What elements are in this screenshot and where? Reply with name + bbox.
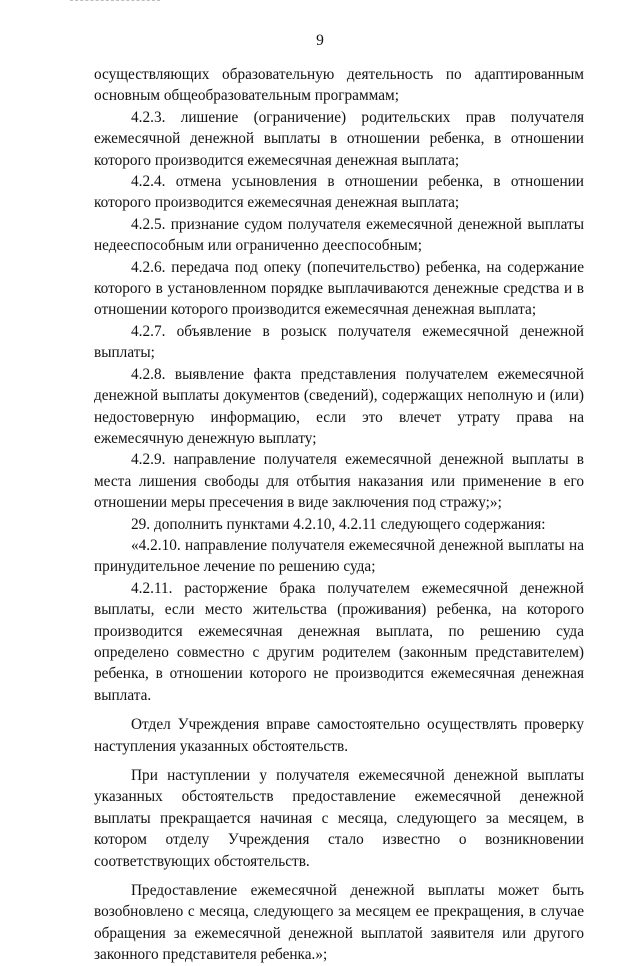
document-body [94,64,584,966]
paragraph-4-2-8: 4.2.8. выявление факта представления получателем ежемесячной денежной выплаты документов (сведений), содержащих неполную и (или) недостоверную информацию, если это влечет утрату права на ежемесячную денежную выплату; [94,365,584,447]
paragraph-4-2-10: «4.2.10. направление получателя ежемесячной денежной выплаты на принудительное лечение по решению суда; [94,536,584,576]
paragraph-item-29: 29. дополнить пунктами 4.2.10, 4.2.11 следующего содержания: [131,515,546,533]
paragraph-4-2-7: 4.2.7. объявление в розыск получателя ежемесячной денежной выплаты; [94,322,584,362]
page-number: 9 [316,32,324,49]
paragraph-4-2-4: 4.2.4. отмена усыновления в отношении ребенка, в отношении которого производится ежемесячная денежная выплата; [94,173,584,212]
paragraph-4-2-6: 4.2.6. передача под опеку (попечительство) ребенка, на содержание которого в установленном порядке выплачиваются денежные средства и в отношении которого производится ежемесячная денежная выплата; [94,258,584,319]
paragraph-resumption: Предоставление ежемесячной денежной выплаты может быть возобновлено с месяца, следующего за месяцем ее прекращения, в случае обращения за ежемесячной денежной выплатой заявителя или другого законного представителя ребенка.»; [94,882,584,964]
paragraph-continuation: осуществляющих образовательную деятельность по адаптированным основным общеобразовательным программам; [94,66,584,105]
paragraph-4-2-9: 4.2.9. направление получателя ежемесячной денежной выплаты в места лишения свободы для отбытия наказания или применение в его отношении меры пресечения в виде заключения под стражу;»; [94,451,584,512]
paragraph-termination: При наступлении у получателя ежемесячной денежной выплаты указанных обстоятельств предоставление ежемесячной денежной выплаты прекращается начиная с месяца, следующего за месяцем, в котором отделу Учреждения стало известно о возникновении соответствующих обстоятельств. [94,767,584,870]
paragraph-4-2-11: 4.2.11. расторжение брака получателем ежемесячной денежной выплаты, если место жительства (проживания) ребенка, на которого производится ежемесячная денежная выплата, по решению суда определено совместно с другим родителем (законным представителем) ребенка, в отношении которого не производится ежемесячная денежная выплата. [94,579,584,704]
paragraph-4-2-5: 4.2.5. признание судом получателя ежемесячной денежной выплаты недееспособным или ограниченно дееспособным; [94,215,584,255]
paragraph-verification: Отдел Учреждения вправе самостоятельно осуществлять проверку наступления указанных обстоятельств. [94,716,584,755]
scan-edge-mark [70,0,160,3]
paragraph-4-2-3: 4.2.3. лишение (ограничение) родительских прав получателя ежемесячной денежной выплаты в отношении ребенка, в отношении которого производится ежемесячная денежная выплата; [94,108,584,169]
